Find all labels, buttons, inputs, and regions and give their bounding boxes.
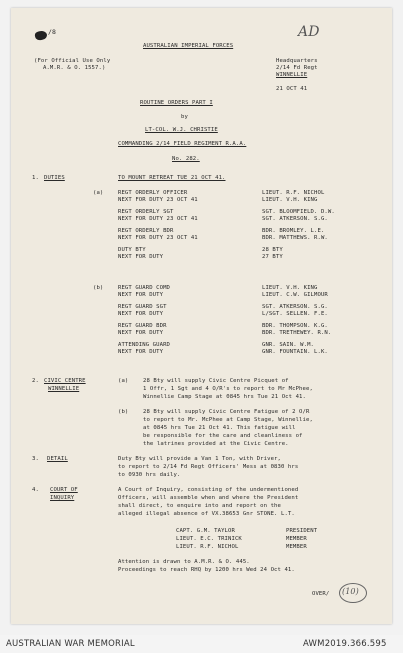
archive-footer (0, 635, 403, 653)
section-3-line: to 0930 hrs daily. (118, 472, 181, 478)
section-2a-line: Winnellie Camp Stage at 0845 hrs Tue 21 Oct 41. (143, 394, 306, 400)
duty-role: ATTENDING GUARD (118, 342, 171, 348)
routine-title: ROUTINE ORDERS PART I (140, 100, 213, 106)
court-member-name: LIEUT. R.F. NICHOL (176, 544, 239, 550)
duty-role: REGT GUARD SGT (118, 304, 167, 310)
duty-role: REGT ORDERLY BDR (118, 228, 174, 234)
court-member-role: MEMBER (286, 544, 307, 550)
duty-next-assignee: LIEUT. V.H. KING (262, 197, 318, 203)
header-title: AUSTRALIAN IMPERIAL FORCES (143, 43, 234, 49)
court-member-role: MEMBER (286, 536, 307, 542)
duty-next-assignee: LIEUT. C.W. GILMOUR (262, 292, 328, 298)
duty-next-role: NEXT FOR DUTY (118, 292, 164, 298)
section-2a-line: 1 Offr, 1 Sgt and 4 O/R's to report to Mr McPhee, (143, 386, 313, 392)
section-2b-line: to report to Mr. McPhee at Camp Stage, Winnellie, (143, 417, 313, 423)
section-2-number: 2. (32, 378, 39, 384)
section-3-title: DETAIL (47, 456, 68, 462)
section-2b-label: (b) (118, 409, 129, 415)
official-use-line1: (For Official Use Only (34, 58, 111, 64)
sub-b-label: (b) (93, 285, 104, 291)
section-1-title: DUTIES (44, 175, 65, 181)
duty-assignee: SGT. BLOOMFIELD. D.W. (262, 209, 335, 215)
duty-role: REGT ORDERLY OFFICER (118, 190, 188, 196)
court-member-name: CAPT. G.M. TAYLOR (176, 528, 235, 534)
sub-a-label: (a) (93, 190, 104, 196)
order-date: 21 OCT 41 (276, 86, 308, 92)
section-2b-line: the latrines provided at the Civic Centre. (143, 441, 289, 447)
footer-institution: AUSTRALIAN WAR MEMORIAL (6, 639, 135, 649)
section-3-number: 3. (32, 456, 39, 462)
order-number: No. 282. (172, 156, 200, 162)
duty-assignee: LIEUT. V.H. KING (262, 285, 318, 291)
attention-line2: Proceedings to reach RHQ by 1200 hrs Wed 24 Oct 41. (118, 567, 295, 573)
attention-line1: Attention is drawn to A.M.R. & O. 445. (118, 559, 250, 565)
duty-assignee: BDR. THOMPSON. K.G. (262, 323, 328, 329)
section-4-line: shall direct, to enquire into and report on the (118, 503, 281, 509)
hq-line2: 2/14 Fd Regt (276, 65, 318, 71)
duty-next-role: NEXT FOR DUTY (118, 349, 164, 355)
duty-next-role: NEXT FOR DUTY (118, 330, 164, 336)
section-1-number: 1. (32, 175, 39, 181)
duty-next-role: NEXT FOR DUTY (118, 254, 164, 260)
section-4-line: Officers, will assemble when and where the President (118, 495, 299, 501)
hq-line1: Headquarters (276, 58, 318, 64)
section-4-line: A Court of Inquiry, consisting of the undermentioned (118, 487, 299, 493)
duty-next-role: NEXT FOR DUTY 23 OCT 41 (118, 197, 198, 203)
footer-accession-number: AWM2019.366.595 (303, 639, 387, 649)
duty-next-assignee: L/SGT. SELLEN. F.E. (262, 311, 328, 317)
duty-role: REGT ORDERLY SGT (118, 209, 174, 215)
duty-assignee: SGT. ATKERSON. S.G. (262, 304, 328, 310)
duty-role: REGT GUARD COMD (118, 285, 171, 291)
handwritten-page-number: (10) (342, 587, 359, 596)
duty-next-assignee: GNR. FOUNTAIN. L.K. (262, 349, 328, 355)
command-line: COMMANDING 2/14 FIELD REGIMENT R.A.A. (118, 141, 247, 147)
section-2-title-line2: WINNELLIE (48, 386, 80, 392)
by-label: by (181, 114, 188, 120)
court-member-name: LIEUT. E.C. TRINICK (176, 536, 242, 542)
duty-next-assignee: BDR. TRETHEWEY. R.N. (262, 330, 332, 336)
section-4-title-line2: INQUIRY (50, 495, 75, 501)
court-member-role: PRESIDENT (286, 528, 318, 534)
section-4-number: 4. (32, 487, 39, 493)
hq-line3: WINNELLIE (276, 72, 308, 78)
duty-assignee: GNR. SAIN. W.M. (262, 342, 315, 348)
duty-assignee: 28 BTY (262, 247, 283, 253)
duty-next-role: NEXT FOR DUTY (118, 311, 164, 317)
duty-next-role: NEXT FOR DUTY 23 OCT 41 (118, 235, 198, 241)
over-label: OVER/ (312, 591, 330, 597)
handwritten-ref: AD (298, 24, 320, 40)
duty-next-assignee: BDR. MATTHEWS. R.W. (262, 235, 328, 241)
section-2a-label: (a) (118, 378, 129, 384)
section-2-title-line1: CIVIC CENTRE (44, 378, 86, 384)
section-4-title-line1: COURT OF (50, 487, 78, 493)
section-2b-line: at 0845 hrs Tue 21 Oct 41. This fatigue will (143, 425, 296, 431)
section-3-line: to report to 2/14 Fd Regt Officers' Mess at 0830 hrs (118, 464, 299, 470)
section-4-line: alleged illegal absence of VX.38653 Gnr STONE. L.T. (118, 511, 295, 517)
section-1-intro: TO MOUNT RETREAT TUE 21 OCT 41. (118, 175, 226, 181)
duty-assignee: BDR. BROMLEY. L.E. (262, 228, 325, 234)
duty-next-assignee: 27 BTY (262, 254, 283, 260)
section-2b-line: 28 Bty will supply Civic Centre Fatigue of 2 O/R (143, 409, 310, 415)
duty-assignee: LIEUT. R.F. NICHOL (262, 190, 325, 196)
section-2b-line: be responsible for the care and cleanliness of (143, 433, 303, 439)
duty-role: REGT GUARD BDR (118, 323, 167, 329)
commander-name: LT-COL. W.J. CHRISTIE (145, 127, 218, 133)
duty-next-role: NEXT FOR DUTY 23 OCT 41 (118, 216, 198, 222)
section-3-line: Duty Bty will provide a Van 1 Ton, with Driver, (118, 456, 281, 462)
duty-next-assignee: SGT. ATKERSON. S.G. (262, 216, 328, 222)
duty-role: DUTY BTY (118, 247, 146, 253)
corner-mark: /8 (48, 28, 57, 36)
section-2a-line: 28 Bty will supply Civic Centre Picquet of (143, 378, 289, 384)
official-use-line2: A.M.R. & O. 1557.) (43, 65, 106, 71)
